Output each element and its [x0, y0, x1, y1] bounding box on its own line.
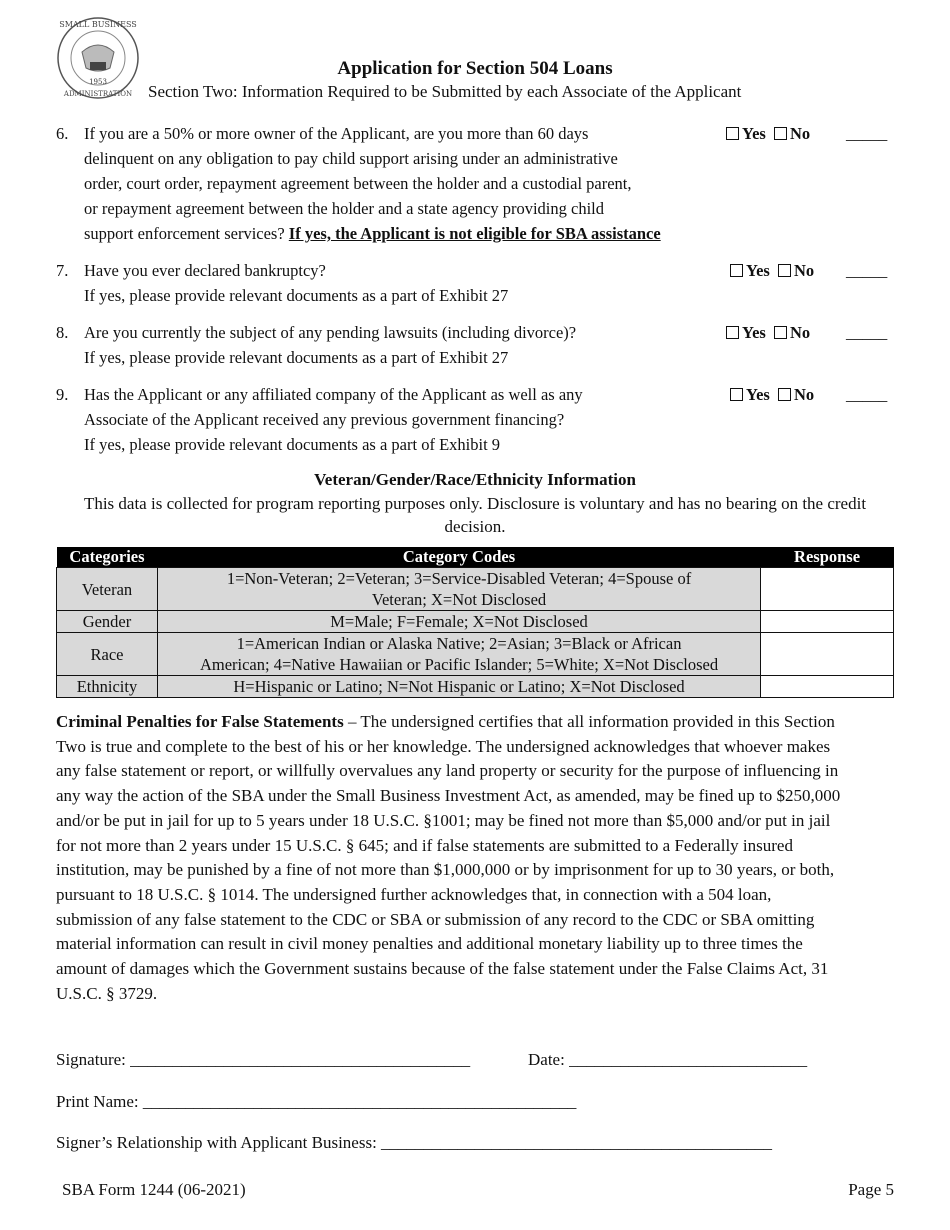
- response-field-race[interactable]: [761, 633, 894, 676]
- question-line: Are you currently the subject of any pending lawsuits (including divorce)?: [84, 323, 577, 342]
- page-number: Page 5: [848, 1180, 894, 1199]
- question-7: [56, 258, 896, 308]
- question-text: [84, 382, 764, 457]
- no-checkbox[interactable]: [774, 127, 787, 140]
- svg-text:1953: 1953: [89, 78, 107, 86]
- initials-field[interactable]: _____: [846, 323, 888, 342]
- codes-cell: 1=American Indian or Alaska Native; 2=Asian; 3=Black or African American; 4=Native Hawaiian or Pacific Islander; 5=White; X=Not Disclosed: [157, 633, 760, 676]
- yes-checkbox[interactable]: [730, 264, 743, 277]
- initials-field[interactable]: _____: [846, 261, 888, 280]
- question-number: 9.: [56, 385, 69, 404]
- question-line: If yes, please provide relevant documents as a part of Exhibit 27: [84, 348, 509, 367]
- no-checkbox[interactable]: [778, 264, 791, 277]
- question-text: [84, 258, 764, 308]
- question-line: support enforcement services? If yes, the Applicant is not eligible for SBA assistance: [84, 224, 661, 243]
- codes-cell: H=Hispanic or Latino; N=Not Hispanic or Latino; X=Not Disclosed: [157, 676, 760, 698]
- question-line: Associate of the Applicant received any previous government financing?: [84, 410, 565, 429]
- yes-no-choice: [730, 258, 814, 283]
- response-field-veteran[interactable]: [761, 568, 894, 611]
- category-cell: Veteran: [57, 568, 158, 611]
- signature-field[interactable]: Signature: ________________________________________: [56, 1050, 471, 1069]
- question-9: [56, 382, 896, 457]
- criminal-penalties-statement: [56, 710, 846, 1006]
- question-text: [84, 121, 764, 246]
- yes-checkbox[interactable]: [730, 388, 743, 401]
- no-label: No: [793, 385, 815, 404]
- question-number: 8.: [56, 323, 69, 342]
- penalties-heading: Criminal Penalties for False Statements: [56, 712, 344, 731]
- demographics-heading: Veteran/Gender/Race/Ethnicity Information: [314, 470, 636, 489]
- no-label: No: [789, 323, 811, 342]
- question-line: Have you ever declared bankruptcy?: [84, 261, 326, 280]
- yes-checkbox[interactable]: [726, 326, 739, 339]
- question-number: 7.: [56, 261, 69, 280]
- demographics-table: [56, 547, 894, 698]
- question-line: or repayment agreement between the holder and a state agency providing child: [84, 199, 604, 218]
- response-field-gender[interactable]: [761, 611, 894, 633]
- initials-field[interactable]: _____: [846, 385, 888, 404]
- column-header: Category Codes: [157, 547, 760, 568]
- ineligibility-warning: If yes, the Applicant is not eligible for SBA assistance: [288, 224, 661, 243]
- question-line: If yes, please provide relevant documents as a part of Exhibit 27: [84, 286, 509, 305]
- codes-cell: M=Male; F=Female; X=Not Disclosed: [157, 611, 760, 633]
- category-cell: Ethnicity: [57, 676, 158, 698]
- yes-label: Yes: [742, 124, 766, 143]
- yes-no-choice: [726, 121, 810, 146]
- no-checkbox[interactable]: [774, 326, 787, 339]
- question-line: If you are a 50% or more owner of the Applicant, are you more than 60 days: [84, 124, 589, 143]
- response-field-ethnicity[interactable]: [761, 676, 894, 698]
- print-name-field[interactable]: Print Name: ___________________________________________________: [56, 1092, 577, 1111]
- yes-no-choice: [730, 382, 814, 407]
- form-identifier: SBA Form 1244 (06-2021): [62, 1180, 246, 1199]
- no-checkbox[interactable]: [778, 388, 791, 401]
- question-line: If yes, please provide relevant documents as a part of Exhibit 9: [84, 435, 501, 454]
- initials-field[interactable]: _____: [846, 124, 888, 143]
- question-6: [56, 121, 896, 246]
- column-header: Response: [761, 547, 894, 568]
- category-cell: Race: [57, 633, 158, 676]
- yes-no-choice: [726, 320, 810, 345]
- table-row: [57, 633, 894, 676]
- demographics-description: This data is collected for program reporting purposes only. Disclosure is voluntary and has no bearing on the credit decision.: [83, 494, 867, 536]
- yes-label: Yes: [746, 261, 770, 280]
- question-line: Has the Applicant or any affiliated company of the Applicant as well as any: [84, 385, 583, 404]
- column-header: Categories: [57, 547, 158, 568]
- yes-checkbox[interactable]: [726, 127, 739, 140]
- no-label: No: [793, 261, 815, 280]
- date-field[interactable]: Date: ____________________________: [528, 1050, 808, 1069]
- section-subtitle: Section Two: Information Required to be Submitted by each Associate of the Applicant: [148, 82, 742, 101]
- question-text: [84, 320, 764, 370]
- yes-label: Yes: [746, 385, 770, 404]
- codes-cell: 1=Non-Veteran; 2=Veteran; 3=Service-Disabled Veteran; 4=Spouse of Veteran; X=Not Disclosed: [157, 568, 760, 611]
- category-cell: Gender: [57, 611, 158, 633]
- yes-label: Yes: [742, 323, 766, 342]
- svg-text:SMALL BUSINESS: SMALL BUSINESS: [59, 20, 137, 29]
- question-line: delinquent on any obligation to pay child support arising under an administrative: [84, 149, 618, 168]
- table-header-row: [57, 547, 894, 568]
- question-number: 6.: [56, 124, 69, 143]
- table-row: [57, 676, 894, 698]
- question-8: [56, 320, 896, 370]
- table-row: [57, 611, 894, 633]
- relationship-field[interactable]: Signer’s Relationship with Applicant Business: ______________________________________________: [56, 1133, 773, 1152]
- svg-text:ADMINISTRATION: ADMINISTRATION: [63, 90, 133, 98]
- page-title: Application for Section 504 Loans: [337, 58, 613, 79]
- table-row: [57, 568, 894, 611]
- penalties-body: – The undersigned certifies that all information provided in this Section Two is true and complete to the best of his or her knowledge. The undersigned acknowledges that whoever makes any false statement or report, or willfully overvalues any land property or security for the purpose of influencing in any way the action of the SBA under the Small Business Investment Act, as amended, may be fined up to $250,000 and/or be put in jail for up to 5 years under 18 U.S.C. §1001; may be fined not more than $5,000 and/or put in jail for not more than 2 years under 15 U.S.C. § 645; and if false statements are submitted to a Federally insured institution, may be punished by a fine of not more than $1,000,000 or by imprisonment for up to 30 years, or both, pursuant to 18 U.S.C. § 1014. The undersigned further acknowledges that, in connection with a 504 loan, submission of any false statement to the CDC or SBA or submission of any record to the CDC or SBA omitting material information can result in civil money penalties and additional monetary liability up to three times the amount of damages which the Government sustains because of the false statement under the False Claims Act, 31 U.S.C. § 3729.: [56, 712, 841, 1003]
- no-label: No: [789, 124, 811, 143]
- question-line: order, court order, repayment agreement between the holder and a custodial parent,: [84, 174, 632, 193]
